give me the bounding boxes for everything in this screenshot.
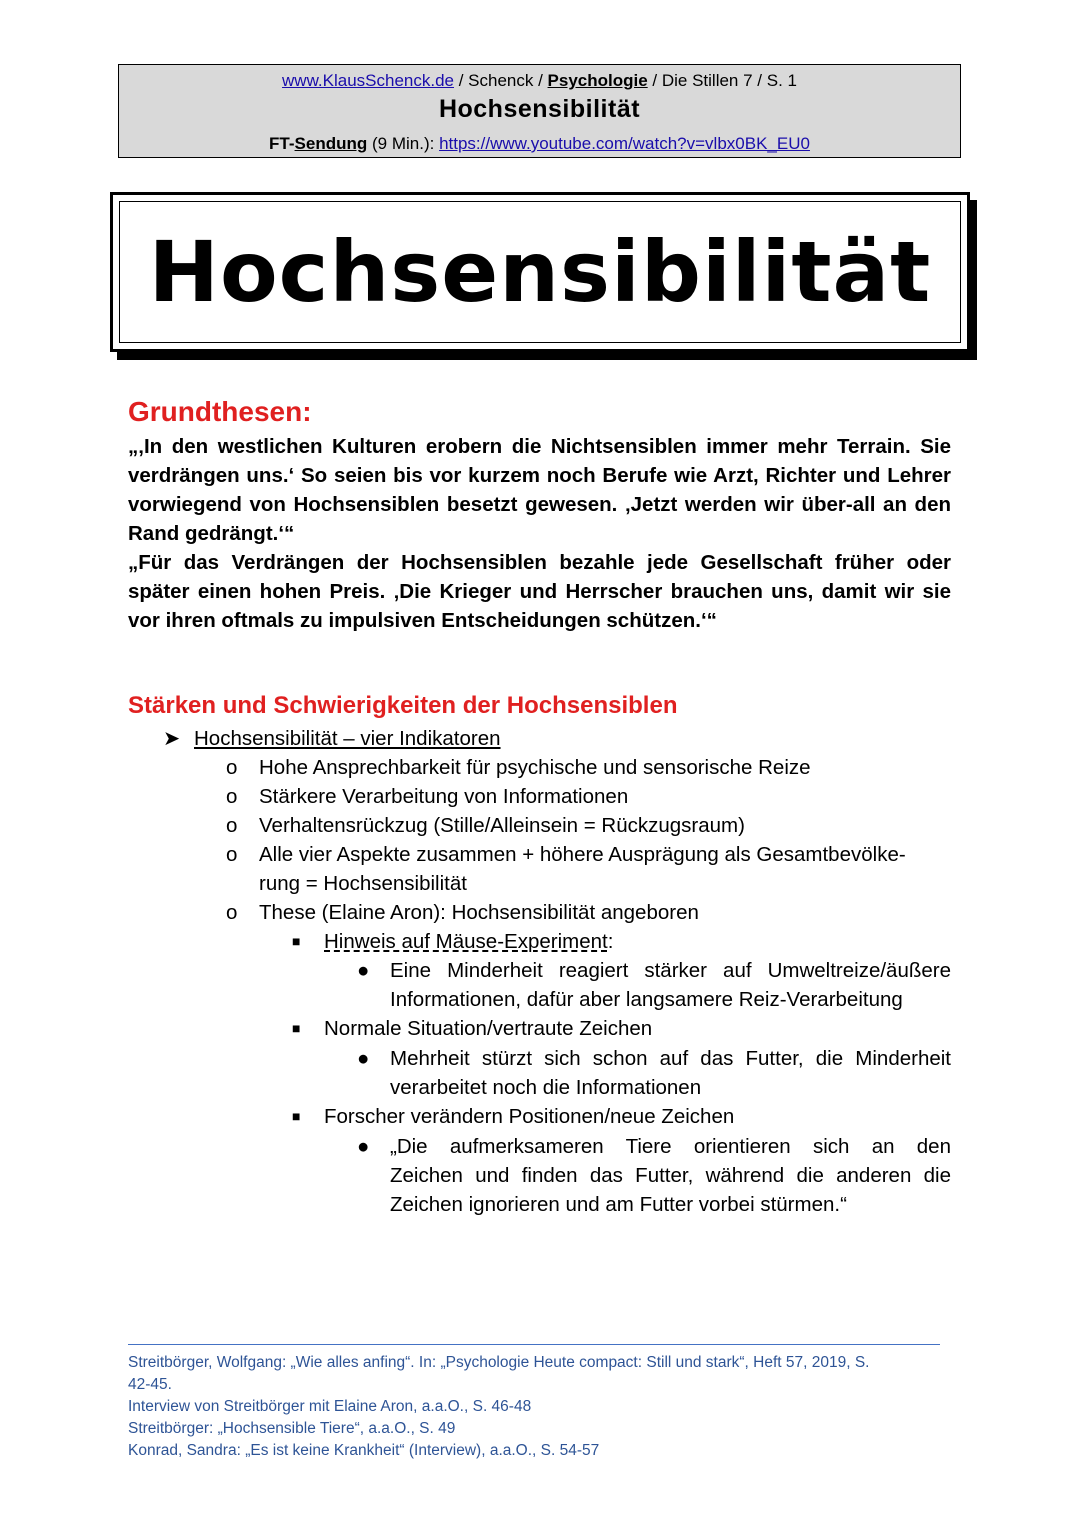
dot-bullet-icon: ● [357,1135,370,1158]
header-title: Hochsensibilität [438,95,641,123]
list-item-label-cont: verarbeitet noch die Informationen [390,1076,702,1099]
list-item-label-cont: rung = Hochsensibilität [259,872,467,895]
grundthesen-heading: Grundthesen: [128,396,312,427]
dot-bullet-icon: ● [357,959,370,982]
header-rest: / Die Stillen 7 / S. 1 [647,71,797,90]
circle-bullet-icon: o [226,814,238,837]
footnote: Konrad, Sandra: „Es ist keine Krankheit“ (Interview), a.a.O., S. 54-57 [128,1442,600,1459]
section-heading: Stärken und Schwierigkeiten der Hochsensiblen [128,692,678,719]
square-bullet-icon: ■ [292,1020,301,1036]
list-item-label: „Die aufmerksameren Tiere orientieren sich an den [390,1135,951,1158]
list-item-label: Mehrheit stürzt sich schon auf das Futter, die Minderheit [390,1047,951,1070]
video-link[interactable]: https://www.youtube.com/watch?v=vlbx0BK_EU0 [439,134,810,153]
footnote: Interview von Streitbörger mit Elaine Aron, a.a.O., S. 46-48 [128,1398,532,1415]
title-box [110,192,970,352]
list-item-label: These (Elaine Aron): Hochsensibilität angeboren [259,901,699,924]
header-sep: / Schenck / [454,71,548,90]
footnotes [128,1352,938,1462]
list-item-label: Forscher verändern Positionen/neue Zeichen [324,1105,735,1128]
mouse-experiment-hint: Hinweis auf Mäuse-Experiment [324,930,608,953]
footnote: Streitbörger, Wolfgang: „Wie alles anfing“. In: „Psychologie Heute compact: Still und stark“, Heft 57, 2019, S. [128,1354,870,1371]
list-item-label-cont: Zeichen und finden das Futter, während die anderen die [390,1164,951,1187]
header-box [118,64,961,158]
header-line-3 [119,134,960,154]
list-item-label-cont: Zeichen ignorieren und am Futter vorbei stürmen.“ [390,1193,847,1216]
square-bullet-icon: ■ [292,1108,301,1124]
list-item-label: Verhaltensrückzug (Stille/Alleinsein = Rückzugsraum) [259,814,745,837]
arrow-bullet-icon: ➤ [163,727,181,750]
grundthesen-text [128,432,951,635]
list-item-label: Eine Minderheit reagiert stärker auf Umweltreize/äußere [390,959,951,982]
square-bullet-icon: ■ [292,933,301,949]
header-line-1 [119,71,960,91]
circle-bullet-icon: o [226,843,238,866]
ft-prefix: FT- [269,134,295,153]
circle-bullet-icon: o [226,785,238,808]
list-item-label-cont: Informationen, dafür aber langsamere Reiz-Verarbeitung [390,988,903,1011]
ft-label: Sendung [294,134,368,153]
colon: : [607,930,614,953]
list-item-label: Normale Situation/vertraute Zeichen [324,1017,653,1040]
title-box-inner [119,201,961,343]
circle-bullet-icon: o [226,901,238,924]
list-item-label: Stärkere Verarbeitung von Informationen [259,785,629,808]
thesis-paragraph-2: „Für das Verdrängen der Hochsensiblen bezahle jede Gesellschaft früher oder später einen hohen Preis. ‚Die Krieger und Herrscher brauchen uns, damit wir sie vor ihren oftmals zu impulsiven Entscheidungen schützen.‘“ [128,551,951,632]
footnote-rule [128,1344,940,1345]
site-link[interactable]: www.KlausSchenck.de [282,71,454,90]
list-item-label [324,927,613,956]
subject-label: Psychologie [547,71,648,90]
ft-duration: (9 Min.): [367,134,440,153]
list-item-label: Hohe Ansprechbarkeit für psychische und sensorische Reize [259,756,811,779]
main-title: Hochsensibilität [148,223,932,321]
circle-bullet-icon: o [226,756,238,779]
list-item-label: Hochsensibilität – vier Indikatoren [194,727,501,750]
list-item-label: Alle vier Aspekte zusammen + höhere Ausprägung als Gesamtbevölke- [259,843,906,866]
thesis-paragraph-1: „‚In den westlichen Kulturen erobern die Nichtsensiblen immer mehr Terrain. Sie verdrängen uns.‘ So seien bis vor kurzem noch Berufe wie Arzt, Richter und Lehrer vorwiegend von Hochsensiblen besetzt gewesen. ‚Jetzt werden wir über-all an den Rand gedrängt.‘“ [128,435,951,545]
dot-bullet-icon: ● [357,1047,370,1070]
footnote: 42-45. [128,1376,172,1393]
footnote: Streitbörger: „Hochsensible Tiere“, a.a.O., S. 49 [128,1420,456,1437]
